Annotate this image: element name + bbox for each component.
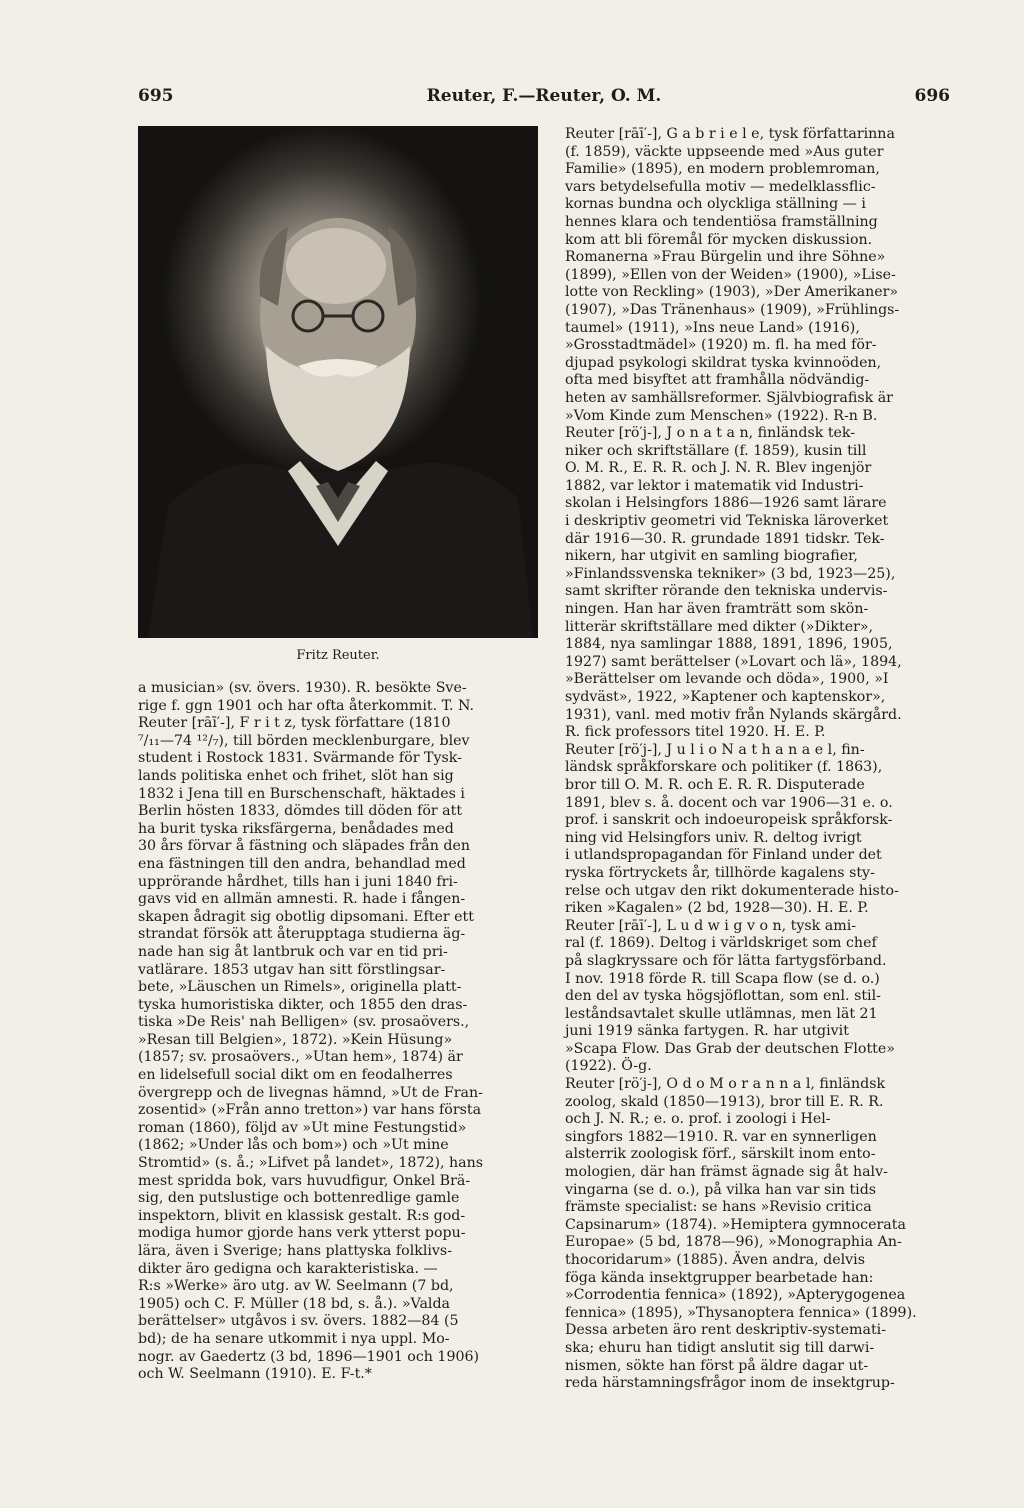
- text-line: modiga humor gjorde hans verk ytterst popu-: [138, 1225, 466, 1242]
- right-text-column: [565, 126, 950, 1393]
- portrait-caption: Fritz Reuter.: [296, 648, 380, 663]
- text-line: roman (1860), följd av »Ut mine Festungstid»: [138, 1119, 467, 1136]
- text-line: Reuter [rāī′-], G a b r i e l e, tysk författarinna: [565, 126, 895, 142]
- text-line: nogr. av Gaedertz (3 bd, 1896—1901 och 1906): [138, 1348, 480, 1365]
- text-line: »Finlandssvenska tekniker» (3 bd, 1923—25),: [565, 565, 896, 582]
- text-line: student i Rostock 1831. Svärmande för Tysk-: [138, 750, 462, 767]
- page-number-right: 696: [914, 86, 950, 106]
- text-line: zoolog, skald (1850—1913), bror till E. R. R.: [565, 1093, 884, 1110]
- text-line: Reuter [rö′j-], J u l i o N a t h a n a e l, fin-: [565, 741, 865, 758]
- text-line: »Berättelser om levande och döda», 1900, »I: [565, 671, 889, 688]
- text-line: tiska »De Reis' nah Belligen» (sv. prosaövers.,: [138, 1014, 470, 1031]
- text-line: O. M. R., E. R. R. och J. N. R. Blev ingenjör: [565, 460, 872, 477]
- text-line: och J. N. R.; e. o. prof. i zoologi i Hel-: [565, 1111, 831, 1128]
- text-line: Stromtid» (s. å.; »Lifvet på landet», 1872), hans: [138, 1155, 484, 1172]
- text-line: vars betydelsefulla motiv — medelklassflic-: [565, 178, 876, 195]
- text-line: I nov. 1918 förde R. till Scapa flow (se d. o.): [565, 970, 880, 987]
- text-line: 1884, nya samlingar 1888, 1891, 1896, 1905,: [565, 636, 893, 653]
- text-line: skapen ådragit sig obotlig dipsomani. Efter ett: [138, 908, 474, 925]
- text-line: Reuter [rāī′-], L u d w i g v o n, tysk ami-: [565, 917, 857, 934]
- text-line: hennes klara och tendentiösa framställning: [565, 213, 878, 230]
- text-line: strandat försök att återupptaga studierna äg-: [138, 926, 466, 943]
- text-line: Familie» (1895), en modern problemroman,: [565, 161, 880, 178]
- text-line: ⁷/₁₁—74 ¹²/₇), till börden mecklenburgare, blev: [138, 732, 470, 749]
- text-line: (1922). Ö-g.: [565, 1058, 652, 1075]
- text-line: a musician» (sv. övers. 1930). R. besökte Sve-: [138, 680, 467, 696]
- text-line: (f. 1859), väckte uppseende med »Aus guter: [565, 143, 884, 160]
- text-line: lära, även i Sverige; hans plattyska folklivs-: [138, 1243, 452, 1259]
- text-line: vatlärare. 1853 utgav han sitt förstlingsar-: [138, 961, 446, 978]
- text-line: bd); de ha senare utkommit i nya uppl. Mo-: [138, 1330, 450, 1347]
- text-line: lands politiska enhet och frihet, slöt han sig: [138, 767, 454, 784]
- text-line: berättelser» utgåvos i sv. övers. 1882—84 (5: [138, 1313, 459, 1330]
- text-line: 1927) samt berättelser (»Lovart och lä», 1894,: [565, 653, 902, 670]
- text-line: mest spridda bok, vars huvudfigur, Onkel Brä-: [138, 1172, 471, 1189]
- text-line: djupad psykologi skildrat tyska kvinnoöden,: [565, 354, 882, 371]
- text-line: »Scapa Flow. Das Grab der deutschen Flotte»: [565, 1040, 895, 1057]
- text-line: Romanerna »Frau Bürgelin und ihre Söhne»: [565, 249, 886, 266]
- text-line: nade han sig åt lantbruk och var en tid pri-: [138, 943, 448, 960]
- text-line: ning vid Helsingfors univ. R. deltog ivrigt: [565, 829, 862, 846]
- text-line: den del av tyska högsjöflottan, som enl. stil-: [565, 988, 881, 1005]
- text-line: kornas bundna och olyckliga ställning — i: [565, 196, 866, 213]
- text-line: i utlandspropagandan för Finland under det: [565, 847, 882, 864]
- text-line: gavs vid en allmän amnesti. R. hade i fången-: [138, 891, 466, 908]
- text-line: 1905) och C. F. Müller (18 bd, s. å.). »Valda: [138, 1295, 450, 1312]
- text-line: reda härstamningsfrågor inom de insektgrup-: [565, 1375, 895, 1392]
- text-line: (1857; sv. prosaövers., »Utan hem», 1874) är: [138, 1049, 463, 1066]
- text-line: föga kända insektgrupper bearbetade han:: [565, 1269, 874, 1286]
- text-line: fennica» (1895), »Thysanoptera fennica» (1899).: [565, 1304, 917, 1321]
- text-line: och W. Seelmann (1910). E. F-t.*: [138, 1366, 372, 1383]
- text-line: ska; ehuru han tidigt anslutit sig till darwi-: [565, 1339, 875, 1356]
- text-line: R. fick professors titel 1920. H. E. P.: [565, 724, 826, 741]
- text-line: mologien, där han främst ägnade sig åt halv-: [565, 1164, 888, 1181]
- text-line: juni 1919 sänka fartygen. R. har utgivit: [565, 1023, 849, 1040]
- text-line: 1931), vanl. med motiv från Nylands skärgård.: [565, 706, 902, 723]
- text-line: Reuter [rāī′-], F r i t z, tysk författare (1810: [138, 715, 451, 732]
- text-line: främste specialist: se hans »Revisio critica: [565, 1199, 872, 1216]
- text-line: i deskriptiv geometri vid Tekniska läroverket: [565, 513, 889, 530]
- text-line: ofta med bisyftet att framhålla nödvändig-: [565, 372, 870, 389]
- text-line: sydväst», 1922, »Kaptener och kaptenskor»,: [565, 689, 886, 705]
- text-line: samt skrifter rörande den tekniska undervis-: [565, 583, 888, 600]
- page-number-left: 695: [138, 86, 174, 106]
- running-header: [138, 86, 950, 112]
- text-line: »Corrodentia fennica» (1892), »Apterygogenea: [565, 1287, 906, 1304]
- text-line: alsterrik zoologisk förf., särskilt inom ento-: [565, 1146, 876, 1163]
- text-line: taumel» (1911), »Ins neue Land» (1916),: [565, 319, 860, 336]
- text-line: nikern, har utgivit en samling biografier,: [565, 548, 858, 565]
- left-text-column: [138, 680, 540, 1384]
- text-line: nismen, sökte han först på äldre dagar ut-: [565, 1357, 869, 1374]
- text-line: Capsinarum» (1874). »Hemiptera gymnocerata: [565, 1216, 906, 1233]
- text-line: 1832 i Jena till en Burschenschaft, häktades i: [138, 785, 465, 802]
- text-line: ral (f. 1869). Deltog i världskriget som chef: [565, 935, 877, 952]
- text-line: leståndsavtalet skulle utlämnas, men lät 21: [565, 1005, 878, 1022]
- text-line: singfors 1882—1910. R. var en synnerligen: [565, 1128, 877, 1145]
- portrait-photo: [138, 126, 538, 638]
- portrait-drawing: [138, 126, 538, 638]
- text-line: 1882, var lektor i matematik vid Industri-: [565, 477, 864, 494]
- text-line: thocoridarum» (1885). Även andra, delvis: [565, 1252, 866, 1268]
- text-line: dikter äro gedigna och karakteristiska. —: [138, 1260, 438, 1277]
- text-line: ningen. Han har även framträtt som skön-: [565, 601, 869, 618]
- text-line: 30 års förvar å fästning och släpades från den: [138, 838, 470, 855]
- text-line: ländsk språkforskare och politiker (f. 1863),: [565, 759, 883, 776]
- text-line: kom att bli föremål för mycken diskussion.: [565, 231, 873, 248]
- text-line: litterär skriftställare med dikter (»Dikter»,: [565, 618, 874, 635]
- text-line: relse och utgav den rikt dokumenterade histo-: [565, 882, 899, 899]
- text-line: Reuter [rö′j-], O d o M o r a n n a l, finländsk: [565, 1076, 886, 1093]
- text-line: niker och skriftställare (f. 1859), kusin till: [565, 442, 867, 459]
- text-line: Dessa arbeten äro rent deskriptiv-systemati-: [565, 1322, 887, 1339]
- text-line: riken »Kagalen» (2 bd, 1928—30). H. E. P.: [565, 900, 869, 917]
- text-line: övergrepp och de livegnas hämnd, »Ut de Fran-: [138, 1084, 483, 1101]
- text-line: sig, den putslustige och bottenredlige gamle: [138, 1190, 460, 1207]
- text-line: Europae» (5 bd, 1878—96), »Monographia An-: [565, 1234, 902, 1251]
- text-line: »Resan till Belgien», 1872). »Kein Hüsung»: [138, 1031, 453, 1048]
- text-line: »Vom Kinde zum Menschen» (1922). R-n B.: [565, 407, 878, 424]
- text-line: heten av samhällsreformer. Självbiografisk är: [565, 389, 893, 406]
- text-line: ryska förtryckets år, tillhörde kagalens sty-: [565, 864, 875, 881]
- text-line: där 1916—30. R. grundade 1891 tidskr. Tek-: [565, 530, 885, 547]
- text-line: Berlin hösten 1833, dömdes till döden för att: [138, 803, 463, 820]
- text-line: rige f. ggn 1901 och har ofta återkommit. T. N.: [138, 697, 475, 714]
- text-line: ha burit tyska riksfärgerna, benådades med: [138, 820, 454, 837]
- text-line: zosentid» (»Från anno tretton») var hans första: [138, 1102, 482, 1119]
- text-line: upprörande hårdhet, tills han i juni 1840 fri-: [138, 873, 458, 890]
- text-line: prof. i sanskrit och indoeuropeisk språkforsk-: [565, 812, 893, 829]
- running-title: Reuter, F.—Reuter, O. M.: [426, 86, 662, 106]
- text-line: 1891, blev s. å. docent och var 1906—31 e. o.: [565, 794, 893, 811]
- text-line: (1862; »Under lås och bom») och »Ut mine: [138, 1137, 449, 1154]
- text-line: R:s »Werke» äro utg. av W. Seelmann (7 bd,: [138, 1278, 454, 1295]
- text-line: lotte von Reckling» (1903), »Der Amerikaner»: [565, 284, 899, 301]
- text-line: (1899), »Ellen von der Weiden» (1900), »Lise-: [565, 266, 896, 283]
- text-line: vingarna (se d. o.), på vilka han var sin tids: [565, 1181, 877, 1198]
- text-line: ena fästningen till den andra, behandlad med: [138, 855, 466, 872]
- text-line: bete, »Läuschen un Rimels», originella platt-: [138, 979, 462, 996]
- text-line: bror till O. M. R. och E. R. R. Disputerade: [565, 776, 865, 793]
- text-line: en lidelsefull social dikt om en feodalherres: [138, 1067, 453, 1084]
- text-line: Reuter [rö′j-], J o n a t a n, finländsk tek-: [565, 425, 856, 442]
- text-line: tyska humoristiska dikter, och 1855 den dras-: [138, 996, 468, 1013]
- text-line: på slagkryssare och för lätta fartygsförband.: [565, 952, 887, 969]
- text-line: skolan i Helsingfors 1886—1926 samt lärare: [565, 495, 887, 512]
- text-line: (1907), »Das Tränenhaus» (1909), »Frühlings-: [565, 301, 900, 318]
- text-line: inspektorn, blivit en klassisk gestalt. R:s god-: [138, 1207, 466, 1224]
- text-line: »Grosstadtmädel» (1920) m. fl. ha med för-: [565, 337, 877, 354]
